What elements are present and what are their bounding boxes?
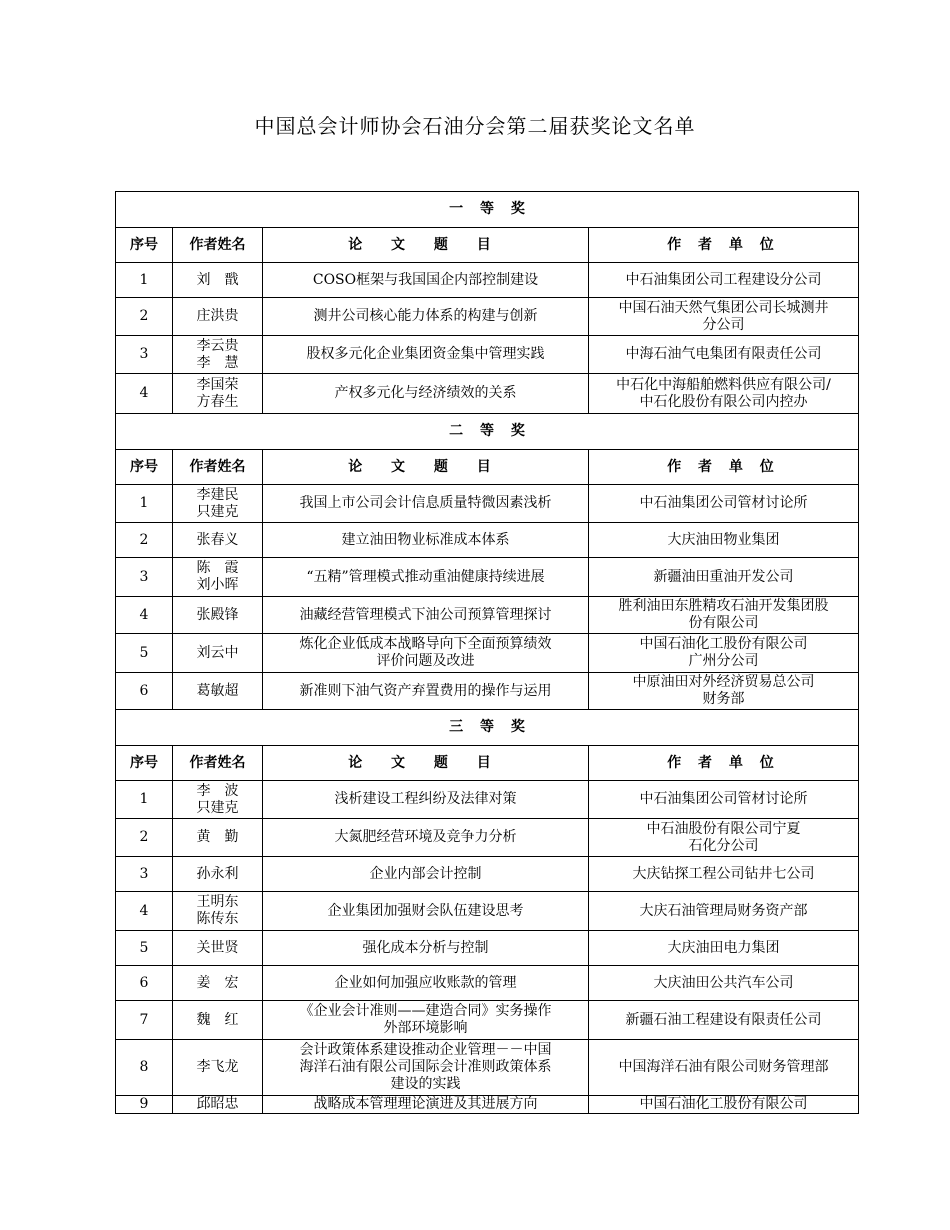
table-row xyxy=(116,819,859,857)
cell-author: 刘云中 xyxy=(173,634,263,673)
table-row xyxy=(116,892,859,931)
cell-unit: 中原油田对外经济贸易总公司 财务部 xyxy=(589,673,859,710)
table-row xyxy=(116,857,859,892)
header-index: 序号 xyxy=(116,746,173,781)
cell-index: 4 xyxy=(116,597,173,634)
cell-paper: 浅析建设工程纠纷及法律对策 xyxy=(263,781,589,819)
cell-unit: 中海石油气电集团有限责任公司 xyxy=(589,336,859,374)
cell-author: 李建民 只建克 xyxy=(173,485,263,523)
cell-unit: 新疆油田重油开发公司 xyxy=(589,558,859,597)
table-row xyxy=(116,1001,859,1040)
section-row xyxy=(116,710,859,746)
table-row xyxy=(116,597,859,634)
cell-unit: 中石油股份有限公司宁夏 石化分公司 xyxy=(589,819,859,857)
cell-author: 张殿锋 xyxy=(173,597,263,634)
section-label-second-prize: 二 等 奖 xyxy=(116,414,859,450)
cell-paper: 企业如何加强应收账款的管理 xyxy=(263,966,589,1001)
cell-index: 1 xyxy=(116,263,173,298)
cell-index: 5 xyxy=(116,634,173,673)
cell-paper: 企业集团加强财会队伍建设思考 xyxy=(263,892,589,931)
cell-index: 1 xyxy=(116,485,173,523)
header-author: 作者姓名 xyxy=(173,450,263,485)
cell-unit: 新疆石油工程建设有限责任公司 xyxy=(589,1001,859,1040)
header-index: 序号 xyxy=(116,228,173,263)
cell-author: 黄 勤 xyxy=(173,819,263,857)
table-row xyxy=(116,634,859,673)
cell-paper: 战略成本管理理论演进及其进展方向 xyxy=(263,1096,589,1114)
cell-author: 王明东 陈传东 xyxy=(173,892,263,931)
cell-paper: 新准则下油气资产弃置费用的操作与运用 xyxy=(263,673,589,710)
header-unit: 作 者 单 位 xyxy=(589,228,859,263)
cell-author: 李飞龙 xyxy=(173,1040,263,1096)
cell-unit: 大庆油田电力集团 xyxy=(589,931,859,966)
cell-unit: 大庆油田物业集团 xyxy=(589,523,859,558)
cell-index: 2 xyxy=(116,523,173,558)
cell-paper: 大氮肥经营环境及竞争力分析 xyxy=(263,819,589,857)
cell-author: 庄洪贵 xyxy=(173,298,263,336)
cell-unit: 胜利油田东胜精攻石油开发集团股 份有限公司 xyxy=(589,597,859,634)
cell-author: 刘 戬 xyxy=(173,263,263,298)
cell-index: 3 xyxy=(116,558,173,597)
header-paper: 论 文 题 目 xyxy=(263,450,589,485)
cell-index: 7 xyxy=(116,1001,173,1040)
cell-unit: 中国海洋石油有限公司财务管理部 xyxy=(589,1040,859,1096)
cell-index: 2 xyxy=(116,819,173,857)
cell-paper: COSO框架与我国国企内部控制建设 xyxy=(263,263,589,298)
section-row xyxy=(116,192,859,228)
page-title: 中国总会计师协会石油分会第二届获奖论文名单 xyxy=(254,114,696,138)
cell-index: 2 xyxy=(116,298,173,336)
table-row xyxy=(116,263,859,298)
cell-index: 3 xyxy=(116,857,173,892)
table-row xyxy=(116,298,859,336)
cell-unit: 中国石油天然气集团公司长城测井 分公司 xyxy=(589,298,859,336)
header-unit: 作 者 单 位 xyxy=(589,450,859,485)
header-author: 作者姓名 xyxy=(173,746,263,781)
header-index: 序号 xyxy=(116,450,173,485)
cell-paper: 产权多元化与经济绩效的关系 xyxy=(263,374,589,414)
cell-author: 姜 宏 xyxy=(173,966,263,1001)
cell-author: 李国荣 方春生 xyxy=(173,374,263,414)
cell-author: 葛敏超 xyxy=(173,673,263,710)
table-row xyxy=(116,931,859,966)
cell-paper: 炼化企业低成本战略导向下全面预算绩效 评价问题及改进 xyxy=(263,634,589,673)
awards-table xyxy=(115,191,859,1114)
table-row xyxy=(116,523,859,558)
cell-unit: 大庆钻探工程公司钻井七公司 xyxy=(589,857,859,892)
cell-index: 9 xyxy=(116,1096,173,1114)
cell-index: 5 xyxy=(116,931,173,966)
table-row xyxy=(116,558,859,597)
cell-author: 陈 霞 刘小晖 xyxy=(173,558,263,597)
table-row xyxy=(116,485,859,523)
cell-paper: 股权多元化企业集团资金集中管理实践 xyxy=(263,336,589,374)
cell-author: 李 波 只建克 xyxy=(173,781,263,819)
cell-index: 6 xyxy=(116,673,173,710)
cell-author: 关世贤 xyxy=(173,931,263,966)
cell-unit: 大庆石油管理局财务资产部 xyxy=(589,892,859,931)
cell-author: 魏 红 xyxy=(173,1001,263,1040)
cell-index: 8 xyxy=(116,1040,173,1096)
cell-unit: 中石化中海船舶燃料供应有限公司/ 中石化股份有限公司内控办 xyxy=(589,374,859,414)
cell-author: 李云贵 李 慧 xyxy=(173,336,263,374)
cell-paper: 《企业会计准则——建造合同》实务操作 外部环境影响 xyxy=(263,1001,589,1040)
cell-paper: “五精”管理模式推动重油健康持续进展 xyxy=(263,558,589,597)
section-label-first-prize: 一 等 奖 xyxy=(116,192,859,228)
cell-unit: 中石油集团公司管材讨论所 xyxy=(589,485,859,523)
cell-paper: 企业内部会计控制 xyxy=(263,857,589,892)
header-author: 作者姓名 xyxy=(173,228,263,263)
cell-index: 4 xyxy=(116,892,173,931)
cell-paper: 建立油田物业标准成本体系 xyxy=(263,523,589,558)
header-unit: 作 者 单 位 xyxy=(589,746,859,781)
cell-unit: 大庆油田公共汽车公司 xyxy=(589,966,859,1001)
header-row xyxy=(116,450,859,485)
header-row xyxy=(116,746,859,781)
cell-unit: 中石油集团公司管材讨论所 xyxy=(589,781,859,819)
header-paper: 论 文 题 目 xyxy=(263,228,589,263)
header-row xyxy=(116,228,859,263)
header-paper: 论 文 题 目 xyxy=(263,746,589,781)
cell-author: 孙永利 xyxy=(173,857,263,892)
section-label-third-prize: 三 等 奖 xyxy=(116,710,859,746)
table-row xyxy=(116,336,859,374)
cell-author: 邱昭忠 xyxy=(173,1096,263,1114)
cell-unit: 中国石油化工股份有限公司 xyxy=(589,1096,859,1114)
cell-index: 3 xyxy=(116,336,173,374)
section-row xyxy=(116,414,859,450)
cell-paper: 油藏经营管理模式下油公司预算管理探讨 xyxy=(263,597,589,634)
cell-paper: 强化成本分析与控制 xyxy=(263,931,589,966)
cell-paper: 会计政策体系建设推动企业管理－－中国 海洋石油有限公司国际会计准则政策体系 建设的实践 xyxy=(263,1040,589,1096)
table-row xyxy=(116,673,859,710)
table-row xyxy=(116,374,859,414)
cell-index: 6 xyxy=(116,966,173,1001)
table-row xyxy=(116,781,859,819)
cell-paper: 测井公司核心能力体系的构建与创新 xyxy=(263,298,589,336)
cell-author: 张春义 xyxy=(173,523,263,558)
cell-index: 1 xyxy=(116,781,173,819)
table-row xyxy=(116,1040,859,1096)
cell-unit: 中国石油化工股份有限公司 广州分公司 xyxy=(589,634,859,673)
cell-unit: 中石油集团公司工程建设分公司 xyxy=(589,263,859,298)
cell-index: 4 xyxy=(116,374,173,414)
table-row xyxy=(116,1096,859,1114)
cell-paper: 我国上市公司会计信息质量特微因素浅析 xyxy=(263,485,589,523)
table-row xyxy=(116,966,859,1001)
